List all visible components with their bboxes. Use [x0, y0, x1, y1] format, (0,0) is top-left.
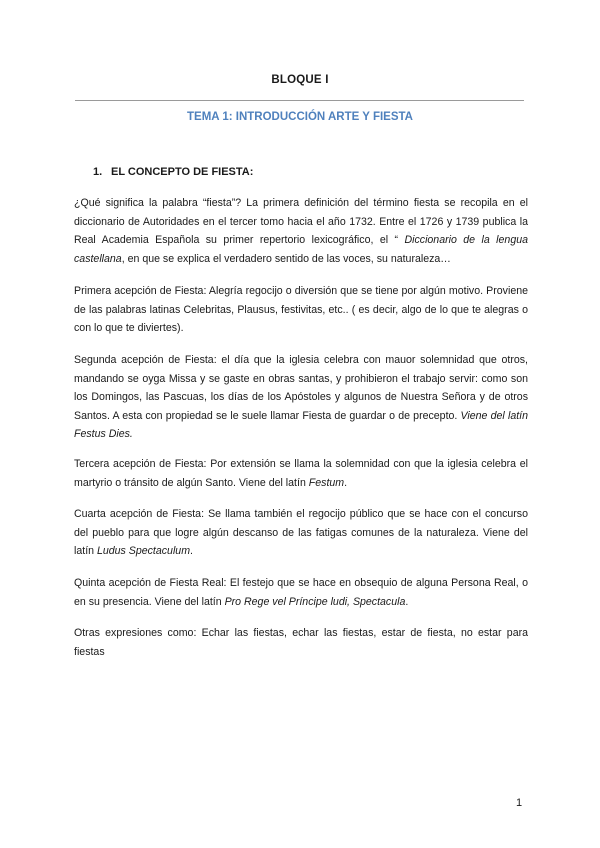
paragraph-otras-expresiones	[74, 624, 528, 661]
block-title: BLOQUE I	[271, 74, 329, 86]
paragraph-text: ¿Qué significa la palabra “fiesta”? La primera definición del término fiesta se recopila en el diccionario de Autoridades en el tercer tomo hacia el año 1732. Entre el 1726 y 1739 publica la Real Academia Española su primer repertorio lexicográfico, el “	[74, 197, 528, 246]
paragraph-text: .	[405, 595, 409, 608]
paragraph-text: Primera acepción de Fiesta: Alegría regocijo o diversión que se tiene por algún motivo. Proviene de las palabras latinas Celebritas, Plausus, festivitas, etc.. ( es decir, algo de lo que te alegras o con lo que te diviertes).	[74, 285, 528, 334]
section-title: EL CONCEPTO DE FIESTA:	[111, 166, 254, 178]
tema-title: TEMA 1: INTRODUCCIÓN ARTE Y FIESTA	[187, 111, 413, 123]
page-number: 1	[516, 797, 523, 809]
section-number: 1.	[93, 166, 103, 178]
paragraph-tercera-acepcion	[74, 455, 528, 492]
paragraph-text: Cuarta acepción de Fiesta: Se llama también el regocijo público que se hace con el concurso del pueblo para que logre algún descanso de las fatigas comunes de la naturaleza. Viene del latín	[74, 508, 528, 557]
paragraph-quinta-acepcion	[74, 574, 528, 611]
paragraph-text: Quinta acepción de Fiesta Real: El festejo que se hace en obsequio de alguna Persona Real, o en su presencia. Viene del latín	[74, 577, 528, 608]
paragraph-text: Segunda acepción de Fiesta: el día que la iglesia celebra con mauor solemnidad que otros, mandando se oyga Missa y se gaste en obras santas, y prohibieron el trabajo servir: como son los Domingos, las Pascuas, los días de los Apóstoles y algunos de Nuestra Señora y de otros Santos. A esta con propiedad se le suele llamar Fiesta de guardar o de precepto.	[74, 354, 528, 422]
section-heading	[93, 166, 253, 178]
paragraph-text: Tercera acepción de Fiesta: Por extensión se llama la solemnidad con que la iglesia celebra el martyrio o tránsito de algún Santo. Viene del latín	[74, 458, 528, 489]
paragraph-text: .	[344, 476, 348, 489]
paragraph-italic: Viene del latín Festus Dies.	[74, 409, 528, 440]
paragraph-fiesta-definition	[74, 194, 528, 268]
paragraph-cuarta-acepcion	[74, 505, 528, 561]
paragraph-text: Otras expresiones como: Echar las fiestas, echar las fiestas, estar de fiesta, no estar para fiestas	[74, 627, 528, 658]
paragraph-segunda-acepcion	[74, 351, 528, 444]
paragraph-italic: Pro Rege vel Príncipe ludi, Spectacula	[224, 595, 406, 608]
paragraph-italic: Festum	[308, 476, 345, 489]
paragraph-primera-acepcion	[74, 282, 528, 338]
paragraph-text: .	[190, 545, 193, 557]
paragraph-text: , en que se explica el verdadero sentido de las voces, su naturaleza…	[121, 252, 451, 265]
paragraph-italic: Ludus Spectaculum	[96, 545, 191, 557]
horizontal-divider	[75, 100, 524, 101]
paragraph-italic: Diccionario de la lengua castellana	[74, 234, 528, 265]
